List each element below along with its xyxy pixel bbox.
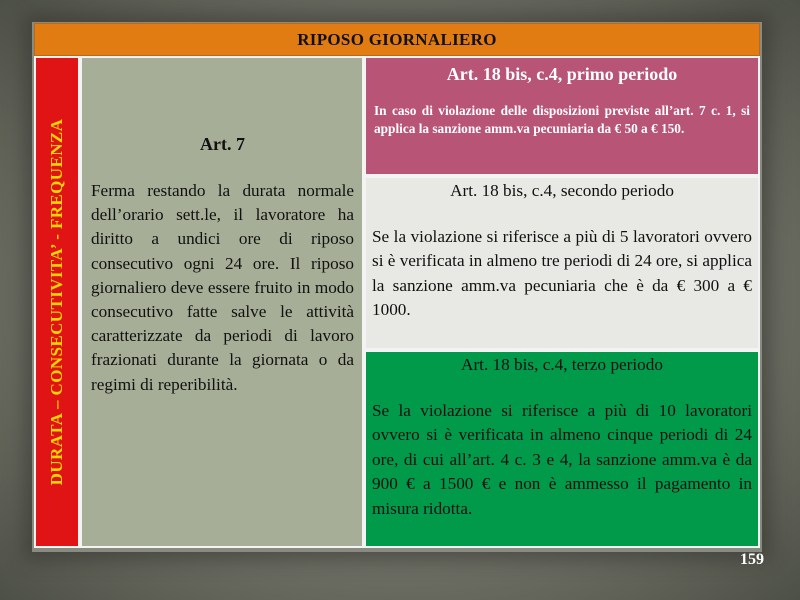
content-table [34, 56, 760, 548]
article-cell [80, 56, 364, 548]
first-period-body: In caso di violazione delle disposizioni previste all’art. 7 c. 1, si applica la sanzione amm.va pecuniaria da € 50 a € 150. [374, 103, 750, 136]
third-period-body: Se la violazione si riferisce a più di 10 lavoratori ovvero si è verificata in almeno cinque periodi di 24 ore, di cui all’art. 4 c. 3 e 4, la sanzione amm.va è da 900 € a 1500 € e non è ammesso il pagamento in misura ridotta. [372, 401, 752, 518]
third-period-heading: Art. 18 bis, c.4, terzo periodo [461, 355, 663, 374]
first-period-heading: Art. 18 bis, c.4, primo periodo [446, 64, 678, 84]
second-period-cell [364, 176, 760, 350]
page-number: 159 [740, 551, 764, 568]
second-period-body: Se la violazione si riferisce a più di 5 lavoratori ovvero si è verificata in almeno tre periodi di 24 ore, si applica la sanzione amm.va pecuniaria che è da € 300 a € 1000. [372, 227, 752, 320]
side-label-text: DURATA – CONSECUTIVITA’ - FREQUENZA [47, 118, 66, 486]
article-heading: Art. 7 [200, 134, 245, 154]
article-body: Ferma restando la durata normale dell’orario sett.le, il lavoratore ha diritto a undici ore di riposo consecutivo ogni 24 ore. Il riposo giornaliero deve essere fruito in modo consecutivo fatte salve le attività caratterizzate da periodi di lavoro frazionati durante la giornata o da regimi di reperibilità. [91, 181, 354, 394]
side-label [34, 56, 80, 548]
third-period-cell [364, 350, 760, 548]
slide-title: RIPOSO GIORNALIERO [34, 23, 760, 56]
first-period-cell [364, 56, 760, 176]
second-period-heading: Art. 18 bis, c.4, secondo periodo [450, 181, 674, 200]
